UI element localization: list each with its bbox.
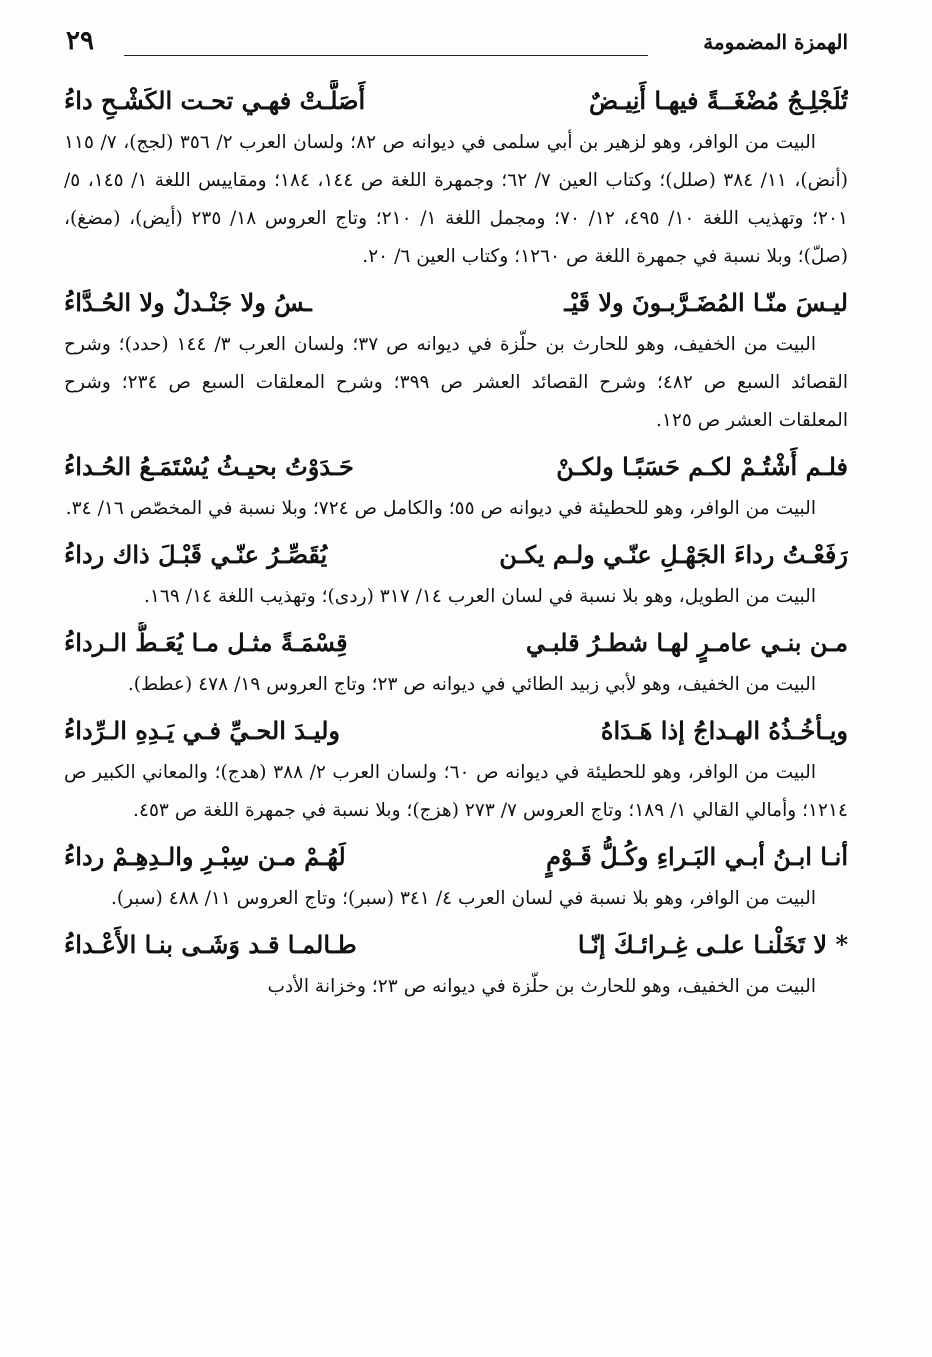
verse-first-hemistich: ويـأخُـذُهُ الهـداجُ إذا هَـدَاهُ (600, 716, 848, 745)
verse-second-hemistich: يُقَصِّـرُ عنّـي قَبْـلَ ذاك رداءُ (64, 540, 328, 569)
verse-first-hemistich: مـن بنـي عامـرٍ لهـا شطـرُ قلبـي (525, 628, 848, 657)
verse-commentary: البيت من الخفيف، وهو لأبي زبيد الطائي في ديوانه ص ٢٣؛ وتاج العروس ١٩/ ٤٧٨ (عطط). (127, 674, 816, 695)
verse-line (64, 622, 848, 664)
verse-commentary: البيت من الوافر، وهو للحطيئة في ديوانه ص ٦٠؛ ولسان العرب ٢/ ٣٨٨ (هدج)؛ والمعاني الكبير ص ١٢١٤؛ وأمالي القالي ١/ ١٨٩؛ وتاج العروس ٧/ ٢٧٣ (هزج)؛ وبلا نسبة في جمهرة اللغة ص ٤٥٣. (64, 762, 848, 821)
verse-first-hemistich: تُلَجْلِـجُ مُضْغَــةً فيهـا أَنِيـضٌ (589, 86, 848, 115)
poetry-entry (64, 80, 848, 276)
verse-second-hemistich: حَـدَوْتُ بحيـثُ يُسْتَمَـعُ الحُـداءُ (64, 452, 354, 481)
verse-commentary: البيت من الوافر، وهو للحطيئة في ديوانه ص ٥٥؛ والكامل ص ٧٢٤؛ وبلا نسبة في المخصّص ١٦/ ٣٤. (65, 498, 816, 519)
poetry-entry (64, 446, 848, 528)
poetry-entry (64, 534, 848, 616)
verse-commentary: البيت من الطويل، وهو بلا نسبة في لسان العرب ١٤/ ٣١٧ (ردى)؛ وتهذيب اللغة ١٤/ ١٦٩. (143, 586, 816, 607)
verse-second-hemistich: ـسُ ولا جَنْـدلٌ ولا الحُـدَّاءُ (64, 288, 312, 317)
verse-first-hemistich: ليـسَ منّـا المُضَـرَّبـونَ ولا قَيْـ (564, 288, 848, 317)
verse-commentary: البيت من الخفيف، وهو للحارث بن حلّزة في ديوانه ص ٣٧؛ ولسان العرب ٣/ ١٤٤ (حدد)؛ وشرح القصائد السبع ص ٤٨٢؛ وشرح القصائد العشر ص ٣٩٩؛ وشرح المعلقات السبع ص ٢٣٤؛ وشرح المعلقات العشر ص ١٢٥. (64, 334, 848, 431)
poetry-entry (64, 622, 848, 704)
verse-first-hemistich: أنـا ابـنُ أبـي البَـراءِ وكُـلُّ قَـوْمٍ (546, 842, 848, 871)
verse-line (64, 80, 848, 122)
verse-commentary: البيت من الخفيف، وهو للحارث بن حلّزة في ديوانه ص ٢٣؛ وخزانة الأدب (267, 976, 816, 997)
verse-second-hemistich: أَصَلَّـتْ فهـي تحـت الكَشْـحِ داءُ (64, 86, 366, 115)
verse-second-hemistich: وليـدَ الحـيِّ فـي يَـدِهِ الـرِّداءُ (64, 716, 340, 745)
poetry-entry (64, 282, 848, 440)
verse-first-hemistich: رَفَعْـتُ رداءَ الجَهْـلِ عنّـي ولـم يكـن (499, 540, 848, 569)
verse-second-hemistich: طـالمـا قـد وَشَـى بنـا الأَعْـداءُ (64, 930, 357, 959)
verse-line (64, 446, 848, 488)
header-rule (124, 55, 648, 56)
verse-line (64, 282, 848, 324)
verse-line (64, 534, 848, 576)
verse-line (64, 710, 848, 752)
poetry-entry (64, 710, 848, 830)
verse-commentary: البيت من الوافر، وهو لزهير بن أبي سلمى في ديوانه ص ٨٢؛ ولسان العرب ٢/ ٣٥٦ (لجج)، ٧/ ١١٥ (أنض)، ١١/ ٣٨٤ (صلل)؛ وكتاب العين ٧/ ٦٢؛ وجمهرة اللغة ص ١٤٤، ١٨٤؛ ومقاييس اللغة ١/ ١٤٥، ٥/ ٢٠١؛ وتهذيب اللغة ١٠/ ٤٩٥، ١٢/ ٧٠؛ ومجمل اللغة ١/ ٢١٠؛ وتاج العروس ١٨/ ٢٣٥ (أيض)، (مضغ)، (صلّ)؛ وبلا نسبة في جمهرة اللغة ص ١٢٦٠؛ وكتاب العين ٦/ ٢٠. (64, 132, 848, 267)
poetry-entry (64, 836, 848, 918)
page-header (62, 22, 848, 62)
verse-second-hemistich: قِسْمَـةً مثـل مـا يُعَـطُّ الـرداءُ (64, 628, 348, 657)
page-body (64, 80, 848, 1012)
verse-first-hemistich: * لا تَخَلْنـا علـى غِـرائـكَ إنّـا (577, 930, 848, 959)
poetry-entry (64, 924, 848, 1006)
verse-first-hemistich: فلـم أَشْتُـمْ لكـم حَسَبًـا ولكـنْ (556, 452, 848, 481)
verse-line (64, 924, 848, 966)
verse-line (64, 836, 848, 878)
verse-second-hemistich: لَهُـمْ مـن سِبْـرِ والـدِهِـمْ رداءُ (64, 842, 346, 871)
running-head-title: الهمزة المضمومة (703, 30, 848, 54)
page-number: ٢٩ (66, 26, 94, 56)
verse-commentary: البيت من الوافر، وهو بلا نسبة في لسان العرب ٤/ ٣٤١ (سبر)؛ وتاج العروس ١١/ ٤٨٨ (سبر). (110, 888, 816, 909)
